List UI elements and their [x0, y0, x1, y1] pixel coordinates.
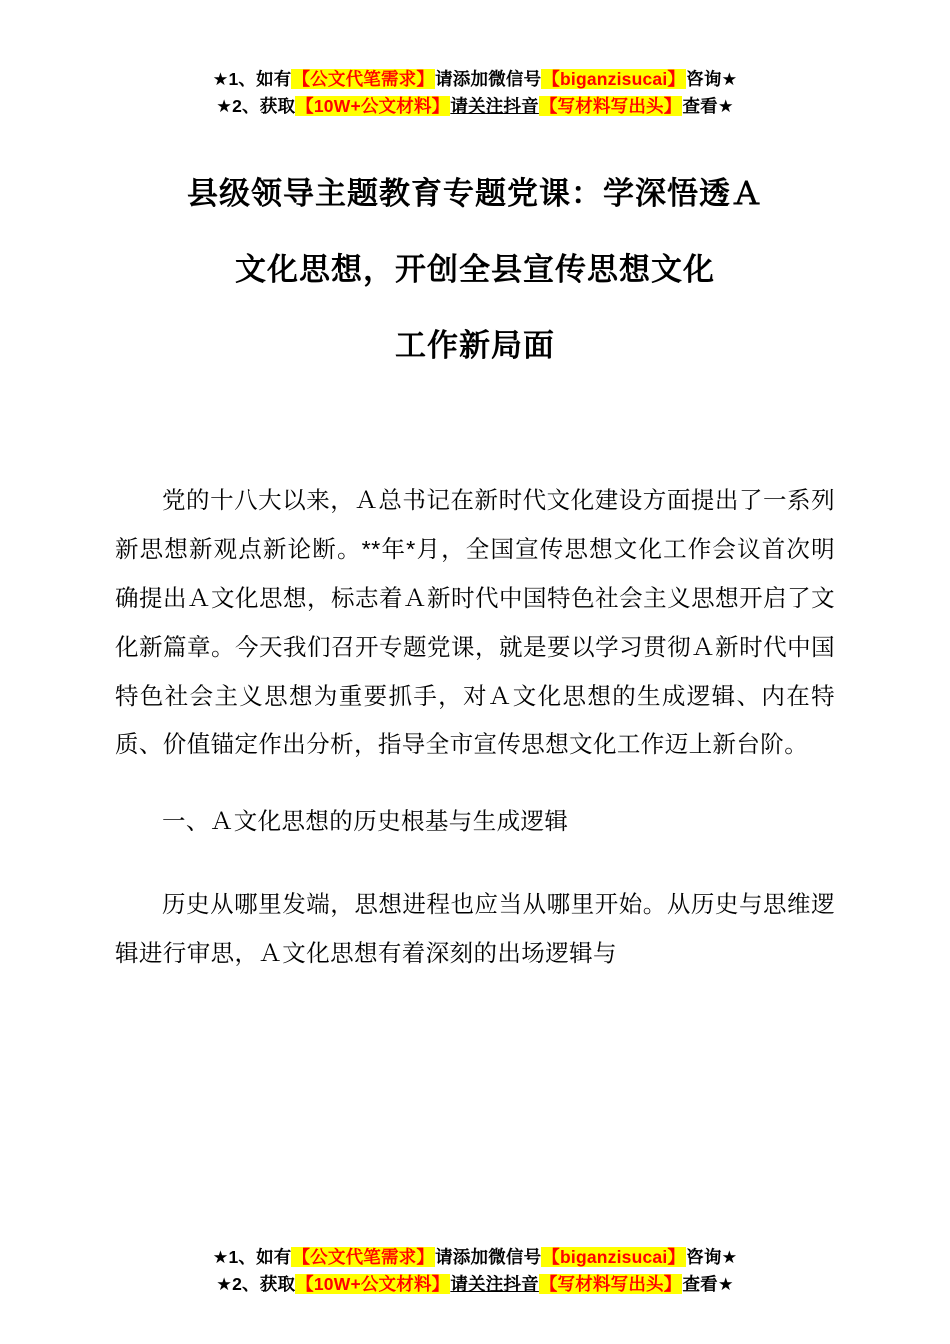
promo-bottom-line-1-prefix: ★1、如有 [212, 1246, 292, 1267]
promo-bottom-line-2-tag: 【10W+公文材料】 [296, 1273, 450, 1294]
page-title-line-3: 工作新局面 [395, 328, 555, 364]
promo-bottom-line-2-suffix: 查看★ [682, 1273, 734, 1294]
promo-top-line-2-prefix: ★2、获取 [216, 96, 296, 117]
page-title [115, 156, 835, 384]
promo-bottom-line-1-suffix: 咨询★ [686, 1246, 738, 1267]
document-body [115, 476, 835, 978]
promo-bottom-line-1 [115, 1244, 835, 1271]
promo-bottom-line-1-wechat: 【biganzisucai】 [542, 1246, 686, 1267]
promo-bottom-line-2-prefix: ★2、获取 [216, 1273, 296, 1294]
promo-top-line-2 [115, 93, 835, 120]
promo-top-line-2-suffix: 查看★ [682, 96, 734, 117]
promo-top-line-2-middle: 请关注抖音 [450, 96, 539, 117]
page-title-line-2: 文化思想，开创全县宣传思想文化 [235, 252, 715, 288]
promo-top-line-2-tag: 【10W+公文材料】 [296, 96, 450, 117]
promo-top-line-2-account: 【写材料写出头】 [539, 96, 682, 117]
promo-banner-bottom [115, 1244, 835, 1298]
promo-bottom-line-2 [115, 1271, 835, 1298]
promo-top-line-1-tag: 【公文代笔需求】 [292, 69, 435, 89]
promo-bottom-line-1-middle: 请添加微信号 [435, 1246, 542, 1267]
paragraph-section-1-body: 历史从哪里发端，思想进程也应当从哪里开始。从历史与思维逻辑进行审思，Ａ文化思想有着深刻的出场逻辑与 [115, 891, 835, 967]
section-heading-1: 一、Ａ文化思想的历史根基与生成逻辑 [162, 808, 569, 835]
promo-top-line-1-prefix: ★1、如有 [212, 69, 292, 89]
promo-bottom-line-2-middle: 请关注抖音 [450, 1273, 539, 1294]
paragraph-intro: 党的十八大以来，Ａ总书记在新时代文化建设方面提出了一系列新思想新观点新论断。**年*月，全国宣传思想文化工作会议首次明确提出Ａ文化思想，标志着Ａ新时代中国特色社会主义思想开启了文化新篇章。今天我们召开专题党课，就是要以学习贯彻Ａ新时代中国特色社会主义思想为重要抓手，对Ａ文化思想的生成逻辑、内在特质、价值锚定作出分析，指导全市宣传思想文化工作迈上新台阶。 [115, 487, 835, 758]
page-title-line-1: 县级领导主题教育专题党课：学深悟透Ａ [187, 176, 763, 212]
promo-top-line-1-middle: 请添加微信号 [435, 69, 542, 89]
promo-top-line-1-suffix: 咨询★ [686, 69, 738, 89]
promo-top-line-1 [115, 66, 835, 93]
promo-banner-top [115, 66, 835, 120]
promo-bottom-line-1-tag: 【公文代笔需求】 [292, 1246, 435, 1267]
promo-top-line-1-wechat: 【biganzisucai】 [542, 69, 686, 89]
promo-bottom-line-2-account: 【写材料写出头】 [539, 1273, 682, 1294]
